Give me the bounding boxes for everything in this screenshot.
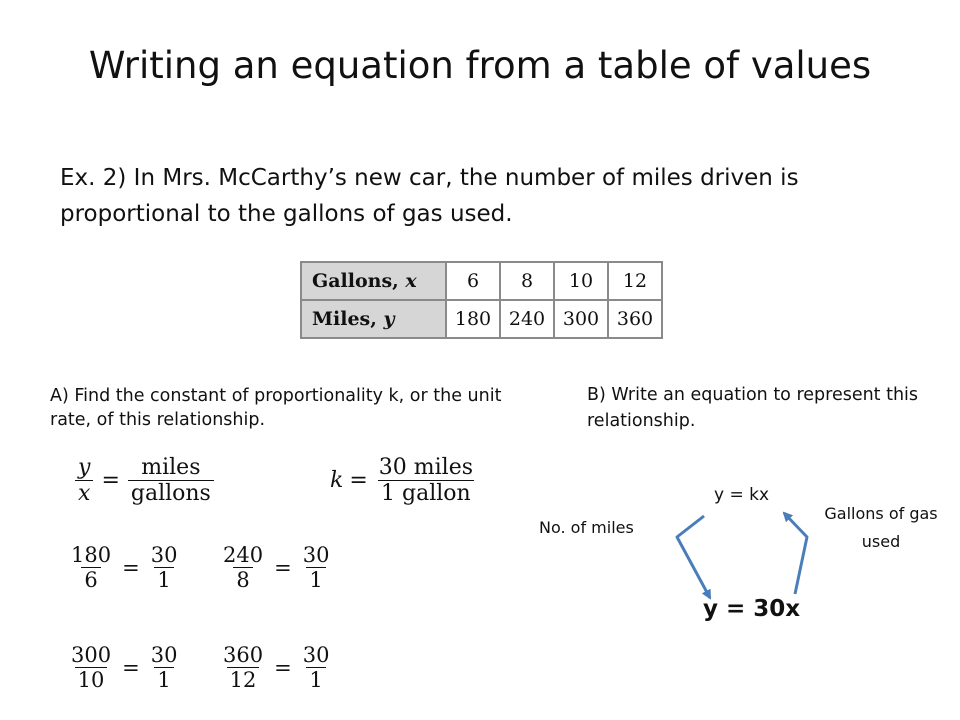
general-equation: y = kx: [714, 485, 770, 505]
page-title: Writing an equation from a table of values: [88, 44, 872, 87]
table-cell: 300: [554, 300, 608, 338]
table-row: [301, 262, 662, 300]
table-cell: 360: [608, 300, 662, 338]
ratio-360-12: $\frac{360}{12}$ = $\frac{30}{1}$: [223, 643, 330, 692]
table-cell: 10: [554, 262, 608, 300]
ratio-240-8: $\frac{240}{8}$ = $\frac{30}{1}$: [223, 543, 330, 592]
arrow-right-icon: [784, 513, 807, 594]
part-a-question: A) Find the constant of proportionality k, or the unit rate, of this relationship.: [50, 386, 502, 430]
arrow-left-icon: [677, 516, 710, 598]
table-cell: 6: [446, 262, 500, 300]
data-table: [300, 261, 663, 339]
miles-label: No. of miles: [539, 518, 634, 537]
table-header-miles: Miles, y: [301, 300, 446, 338]
part-b-question: B) Write an equation to represent this relationship.: [587, 385, 919, 431]
table-cell: 8: [500, 262, 554, 300]
table-row: [301, 300, 662, 338]
k-formula: k = $\frac{\text{30 miles}}{\text{1 gallon}}$: [330, 455, 474, 506]
table-cell: 12: [608, 262, 662, 300]
gallons-label: Gallons of gas used: [824, 504, 938, 551]
ratio-180-6: $\frac{180}{6}$ = $\frac{30}{1}$: [71, 543, 178, 592]
table-header-gallons: Gallons, x: [301, 262, 446, 300]
answer-equation: y = 30x: [703, 596, 801, 622]
example-intro: Ex. 2) In Mrs. McCarthy’s new car, the number of miles driven is proportional to the gallons of gas used.: [60, 165, 799, 227]
table-cell: 180: [446, 300, 500, 338]
ratio-formula: $\frac{y}{x}$ = $\frac{\text{miles}}{\text{gallons}}$: [73, 455, 216, 506]
table-cell: 240: [500, 300, 554, 338]
ratio-300-10: $\frac{300}{10}$ = $\frac{30}{1}$: [71, 643, 178, 692]
